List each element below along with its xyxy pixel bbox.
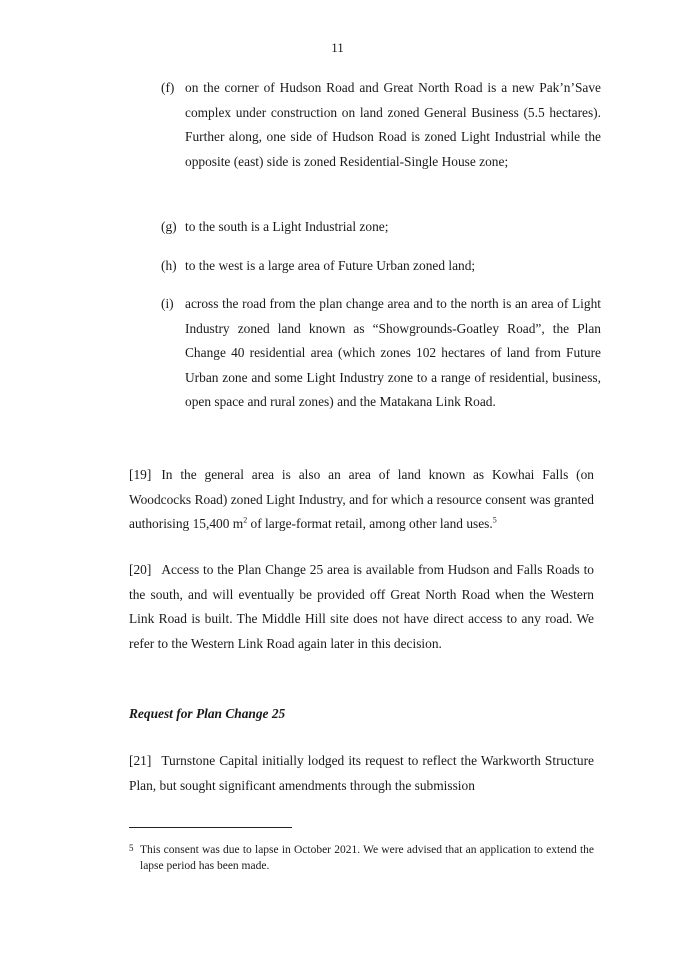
paragraph-number: [21] <box>129 753 152 768</box>
page-number: 11 <box>331 40 344 55</box>
superscript-2: 2 <box>243 515 248 525</box>
list-marker: (f) <box>161 80 175 95</box>
paragraph-text: In the general area is also an area of land known as Kowhai Falls (on Woodcocks Road) zoned Light Industry, and for which a resource consent was granted authorising 15,400 m <box>129 467 594 531</box>
list-item-f <box>161 76 601 174</box>
paragraph-19 <box>129 463 594 537</box>
paragraph-text: Turnstone Capital initially lodged its request to reflect the Warkworth Structure Plan, but sought significant amendments through the submission <box>129 753 594 793</box>
paragraph-20 <box>129 558 594 656</box>
list-item-h <box>161 254 601 279</box>
list-text: on the corner of Hudson Road and Great North Road is a new Pak’n’Save complex under construction on land zoned General Business (5.5 hectares). Further along, one side of Hudson Road is zoned Light Industrial while the opposite (east) side is zoned Residential-Single House zone; <box>185 80 601 169</box>
footnote-reference: 5 <box>492 515 497 525</box>
list-marker: (i) <box>161 296 174 311</box>
footnote-text: This consent was due to lapse in October 2021. We were advised that an application to extend the lapse period has been made. <box>140 844 594 872</box>
paragraph-21 <box>129 749 594 798</box>
list-text: across the road from the plan change area and to the north is an area of Light Industry zoned land known as “Showgrounds-Goatley Road”, the Plan Change 40 residential area (which zones 102 hectares of land from Future Urban zone and some Light Industry zone to a range of residential, business, open space and rural zones) and the Matakana Link Road. <box>185 296 601 409</box>
paragraph-text: Access to the Plan Change 25 area is available from Hudson and Falls Roads to the south, and will eventually be provided off Great North Road when the Western Link Road is built. The Middle Hill site does not have direct access to any road. We refer to the Western Link Road again later in this decision. <box>129 562 594 651</box>
list-item-i <box>161 292 601 415</box>
list-item-g <box>161 215 601 240</box>
list-text: to the west is a large area of Future Urban zoned land; <box>185 258 476 273</box>
list-text: to the south is a Light Industrial zone; <box>185 219 389 234</box>
footnote-marker: 5 <box>129 843 134 853</box>
paragraph-number: [20] <box>129 562 152 577</box>
footnote <box>129 842 594 874</box>
section-heading: Request for Plan Change 25 <box>129 706 286 721</box>
paragraph-number: [19] <box>129 467 152 482</box>
paragraph-text-cont: of large-format retail, among other land uses. <box>247 516 493 531</box>
list-marker: (h) <box>161 258 177 273</box>
list-marker: (g) <box>161 219 177 234</box>
footnote-divider <box>129 827 292 828</box>
